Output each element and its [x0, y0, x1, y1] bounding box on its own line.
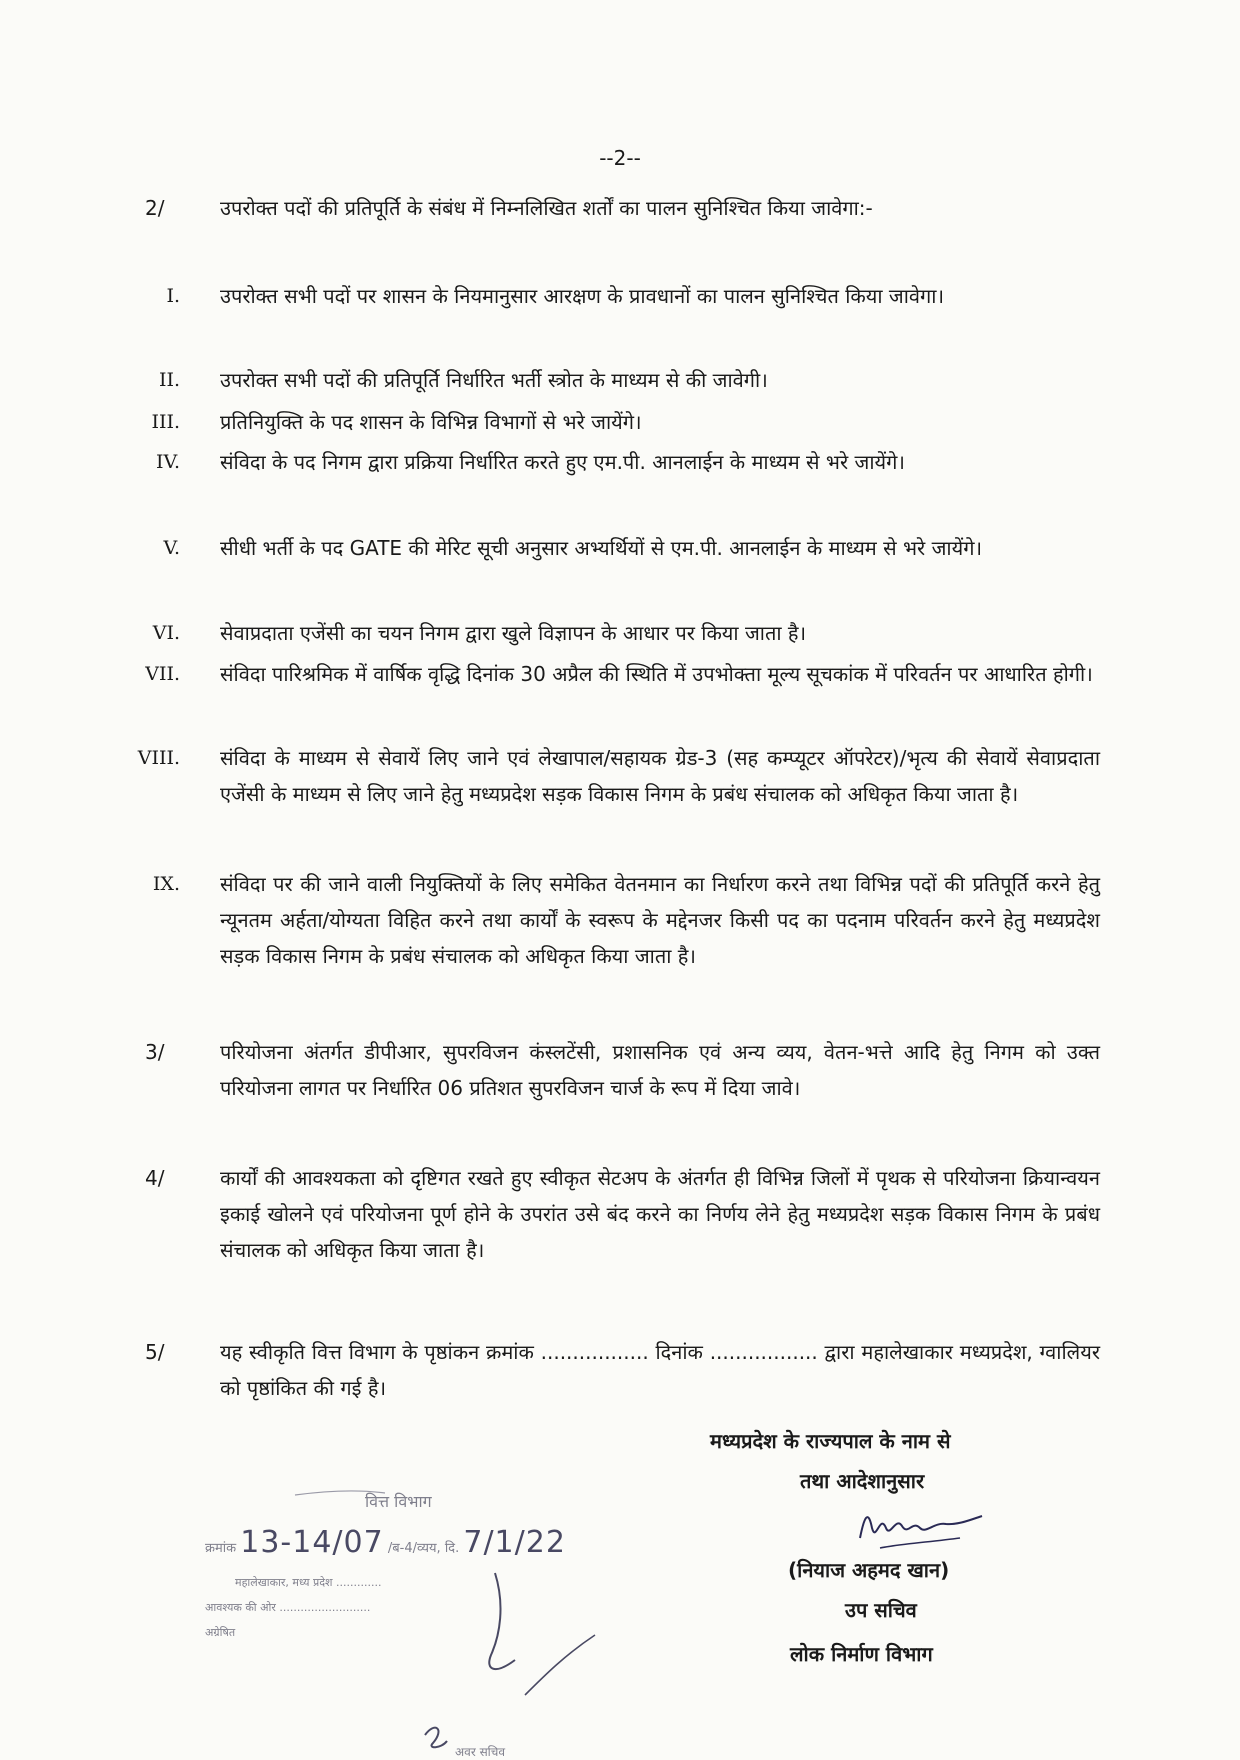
stamp-mid-label: /ब-4/व्यय,: [387, 1541, 441, 1556]
stamp-footer: अवर सचिव: [455, 1745, 506, 1759]
condition-text: प्रतिनियुक्ति के पद शासन के विभिन्न विभागों से भरे जायेंगे।: [220, 410, 642, 434]
section-number: 3/: [145, 1040, 165, 1064]
condition-text: सीधी भर्ती के पद GATE की मेरिट सूची अनुसार अभ्यर्थियों से एम.पी. आनलाईन के माध्यम से भरे जायेंगे।: [220, 536, 983, 560]
stamp-header: वित्त विभाग: [365, 1492, 432, 1511]
section-text: यह स्वीकृति वित्त विभाग के पृष्ठांकन क्रमांक ................. दिनांक ................. द्वारा महालेखाकार मध्यप्रदेश, ग्वालियर को पृष्ठांकित की गई है।: [220, 1340, 1100, 1400]
condition-text: उपरोक्त सभी पदों पर शासन के नियमानुसार आरक्षण के प्रावधानों का पालन सुनिश्चित किया जावेगा।: [220, 284, 945, 308]
condition-roman: II.: [158, 369, 180, 391]
condition-text: संविदा पर की जाने वाली नियुक्तियों के लिए समेकित वेतनमान का निर्धारण करने तथा विभिन्न पदों की प्रतिपूर्ति करने हेतु न्यूनतम अर्हता/योग्यता विहित करने तथा कार्यों के स्वरूप के मद्देनजर किसी पद का पदनाम परिवर्तन करने हेतु मध्यप्रदेश सड़क विकास निगम के प्रबंध संचालक को अधिकृत किया जाता है।: [220, 872, 1100, 968]
signatory-department: लोक निर्माण विभाग: [790, 1642, 933, 1666]
section-text: कार्यों की आवश्यकता को दृष्टिगत रखते हुए स्वीकृत सेटअप के अंतर्गत ही विभिन्न जिलों में पृथक से परियोजना क्रियान्वयन इकाई खोलने एवं परियोजना पूर्ण होने के उपरांत उसे बंद करने का निर्णय लेने हेतु मध्यप्रदेश सड़क विकास निगम के प्रबंध संचालक को अधिकृत किया जाता है।: [220, 1166, 1100, 1262]
condition-roman: V.: [163, 537, 180, 559]
condition-roman: VI.: [152, 622, 180, 644]
condition-roman: III.: [151, 411, 180, 433]
signatory-name: (नियाज अहमद खान): [788, 1558, 950, 1582]
stamp-number-line: [205, 1525, 566, 1560]
condition-text: संविदा पारिश्रमिक में वार्षिक वृद्धि दिनांक 30 अप्रैल की स्थिति में उपभोक्ता मूल्य सूचकांक में परिवर्तन पर आधारित होगी।: [220, 662, 1093, 686]
stamp-handwritten-number: 13-14/07: [240, 1525, 384, 1560]
stamp-line-4: आवश्यक की ओर ..........................: [205, 1601, 371, 1614]
stamp-handwritten-date: 7/1/22: [463, 1525, 566, 1560]
finance-stamp: [195, 1485, 695, 1759]
authority-line-1: मध्यप्रदेश के राज्यपाल के नाम से: [710, 1429, 951, 1453]
stamp-line-5: अग्रेषित: [205, 1626, 236, 1639]
intro-text: उपरोक्त पदों की प्रतिपूर्ति के संबंध में निम्नलिखित शर्तों का पालन सुनिश्चित किया जावेगा:-: [220, 196, 873, 220]
condition-text: सेवाप्रदाता एजेंसी का चयन निगम द्वारा खुले विज्ञापन के आधार पर किया जाता है।: [220, 621, 807, 645]
section-number: 4/: [145, 1166, 165, 1190]
condition-text: संविदा के पद निगम द्वारा प्रक्रिया निर्धारित करते हुए एम.पी. आनलाईन के माध्यम से भरे जायेंगे।: [220, 450, 905, 474]
handwritten-signature: [850, 1498, 990, 1558]
condition-roman: I.: [166, 285, 180, 307]
stamp-date-prefix: दि.: [444, 1541, 460, 1556]
stamp-number-prefix: क्रमांक: [205, 1541, 237, 1556]
intro-number: 2/: [145, 196, 165, 220]
condition-text: उपरोक्त सभी पदों की प्रतिपूर्ति निर्धारित भर्ती स्त्रोत के माध्यम से की जावेगी।: [220, 368, 768, 392]
page-number: --2--: [599, 146, 641, 170]
authority-line-2: तथा आदेशानुसार: [800, 1469, 925, 1493]
condition-roman: VII.: [145, 663, 180, 685]
stamp-line-3: महालेखाकार, मध्य प्रदेश .............: [235, 1576, 382, 1589]
condition-roman: IV.: [156, 451, 180, 473]
section-text: परियोजना अंतर्गत डीपीआर, सुपरविजन कंस्लटेंसी, प्रशासनिक एवं अन्य व्यय, वेतन-भत्ते आदि हेतु निगम को उक्त परियोजना लागत पर निर्धारित 06 प्रतिशत सुपरविजन चार्ज के रूप में दिया जावे।: [220, 1040, 1100, 1100]
condition-roman: IX.: [152, 873, 180, 895]
condition-roman: VIII.: [137, 747, 180, 769]
signatory-designation: उप सचिव: [845, 1598, 917, 1622]
condition-text: संविदा के माध्यम से सेवायें लिए जाने एवं लेखापाल/सहायक ग्रेड-3 (सह कम्प्यूटर ऑपरेटर)/भृत्य की सेवायें सेवाप्रदाता एजेंसी के माध्यम से लिए जाने हेतु मध्यप्रदेश सड़क विकास निगम के प्रबंध संचालक को अधिकृत किया जाता है।: [220, 746, 1100, 806]
intro-paragraph: [145, 190, 1100, 226]
section-number: 5/: [145, 1340, 165, 1364]
